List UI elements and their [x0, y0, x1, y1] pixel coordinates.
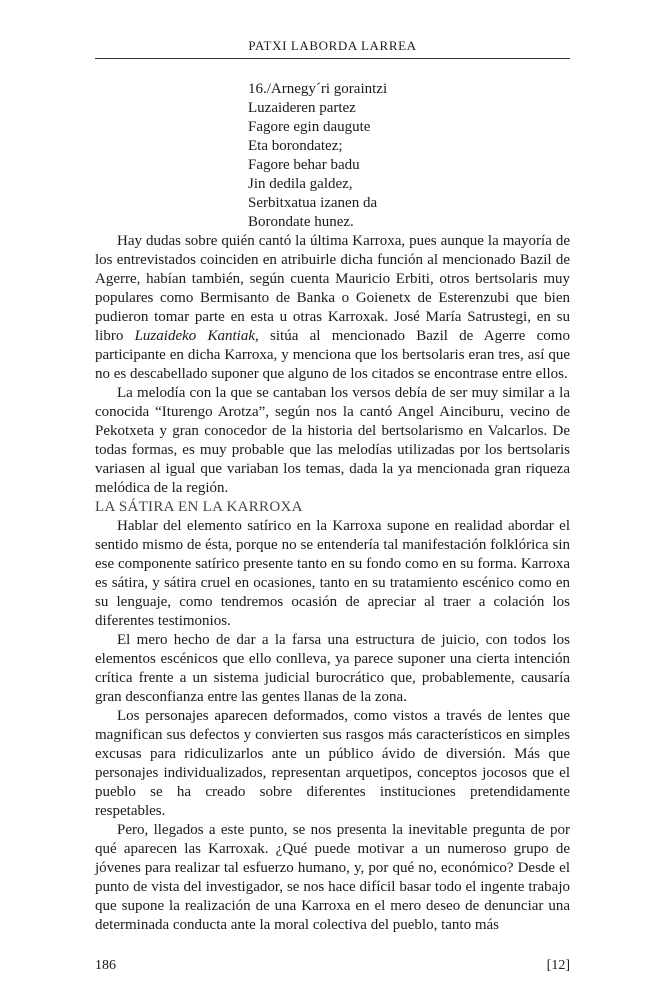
poem-line: Serbitxatua izanen da — [248, 195, 378, 211]
poem-line: Luzaideren partez — [248, 100, 356, 116]
paragraph-text: sitúa al mencionado Bazil de Agerre como participante en dicha Karroxa, y menciona que los bertsolaris eran tres, así que no es descabellado suponer que alguno de los citados se encontrase entre ellos. — [95, 328, 570, 382]
poem-line: 16./Arnegy´ri goraintzi — [248, 81, 388, 97]
paragraph: Hablar del elemento satírico en la Karroxa supone en realidad abordar el sentido mismo de ésta, porque no se entendería tal manifestación folklórica sin ese componente satírico presente tanto en su fondo como en su forma. Karroxa es sátira, y sátira cruel en ocasiones, tanto en su tratamiento escénico como en su lenguaje, como tendremos ocasión de apreciar al traer a colación los diferentes testimonios. — [95, 518, 570, 629]
paragraph-text: Hay dudas sobre quién cantó la última Karroxa, pues aunque la mayoría de los entrevistados coinciden en atribuirle dicha función al mencionado Bazil de Agerre, habían también, según cuenta Mauricio Erbiti, otros bertsolaris muy populares como Bermisanto de Banka o Goienetx de Esterenzubi que bien pudieron tomar parte en esta u otras Karroxak. José María Satrustegi, en su libro — [95, 233, 570, 344]
book-title: Luzaideko Kantiak, — [134, 328, 259, 344]
poem-line: Eta borondatez; — [248, 138, 343, 154]
poem-line: Borondate hunez. — [248, 214, 354, 230]
body-text — [95, 232, 570, 935]
note-reference: [12] — [546, 958, 570, 973]
paragraph: La melodía con la que se cantaban los versos debía de ser muy similar a la conocida “Iturengo Arotza”, según nos la cantó Angel Ainciburu, vecino de Pekotxeta y gran conocedor de la historia del bertsolarismo en Valcarlos. De todas formas, es muy probable que las melodías utilizadas por los bertsolaris variasen al igual que variaban los temas, dada la ya mencionada gran riqueza melódica de la región. — [95, 385, 570, 496]
paragraph: Pero, llegados a este punto, se nos presenta la inevitable pregunta de por qué aparecen las Karroxak. ¿Qué puede motivar a un numeroso grupo de jóvenes para realizar tal esfuerzo humano, y, por qué no, económico? Desde el punto de vista del investigador, se nos hace difícil basar todo el ingente trabajo que supone la realización de una Karroxa en el mero deseo de denunciar una determinada conducta ante la moral colectiva del pueblo, tanto más — [95, 822, 570, 933]
poem-line: Fagore behar badu — [248, 157, 360, 173]
header-rule — [95, 58, 570, 59]
running-head: PATXI LABORDA LARREA — [248, 38, 417, 53]
paragraph — [95, 232, 570, 384]
page-number: 186 — [95, 958, 116, 973]
poem-line: Fagore egin daugute — [248, 119, 371, 135]
poem-stanza — [248, 80, 387, 232]
poem-line: Jin dedila galdez, — [248, 176, 353, 192]
section-title: LA SÁTIRA EN LA KARROXA — [95, 499, 303, 515]
paragraph: Los personajes aparecen deformados, como vistos a través de lentes que magnifican sus defectos y convierten sus rasgos más característicos en simples excusas para ridiculizarlos ante un público ávido de diversión. Más que personajes individualizados, representan arquetipos, conceptos jocosos que el pueblo se ha creado sobre diferentes instituciones pretendidamente respetables. — [95, 708, 570, 819]
paragraph: El mero hecho de dar a la farsa una estructura de juicio, con todos los elementos escénicos que ello conlleva, ya parece suponer una cierta intención crítica frente a un sistema judicial burocrático que, probablemente, causaría gran desconfianza entre las gentes llanas de la zona. — [95, 632, 570, 705]
